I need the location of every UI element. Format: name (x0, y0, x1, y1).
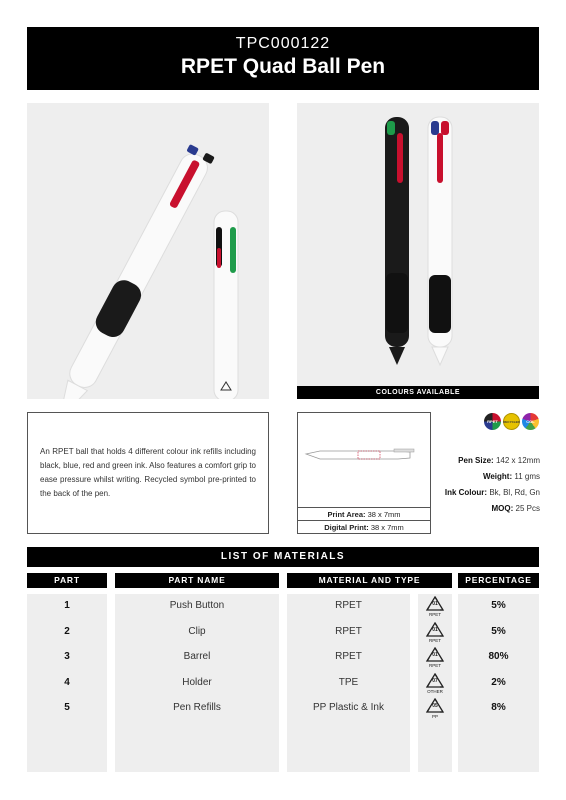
recycle-code-label: RPET (428, 663, 441, 668)
pen-illustration-main (27, 103, 269, 399)
recycle-code-number: 05 (432, 703, 438, 709)
table-cell-part-name: Holder (182, 676, 212, 688)
print-area-row (298, 507, 430, 520)
recycle-code-number: 01 (432, 626, 438, 633)
table-cell-part-name: Clip (188, 625, 206, 637)
table-cell-part: 1 (64, 600, 70, 611)
table-cell-material: RPET (335, 600, 362, 611)
column-header-part-name: PART NAME (115, 573, 279, 588)
product-photo-colours (297, 103, 539, 386)
recycle-code-label: OTHER (427, 688, 443, 694)
table-cell-part: 2 (64, 625, 70, 637)
table-cell-part-name: Barrel (183, 651, 211, 662)
recycle-code-number: 01 (432, 601, 438, 607)
print-area-box (297, 412, 431, 534)
table-cell-part: 5 (64, 702, 70, 713)
recycle-code-icon (425, 596, 445, 620)
recycle-code-label: PP (431, 714, 438, 719)
product-specs (432, 453, 540, 517)
product-title: RPET Quad Ball Pen (180, 55, 386, 78)
spec-moq: MOQ: 25 Pcs (491, 504, 540, 513)
recycle-code-icon (425, 647, 445, 671)
recycle-code-icon (425, 673, 445, 697)
table-cell-percentage: 2% (491, 676, 506, 688)
recycle-code-icon (425, 698, 445, 722)
recycled-badge-icon: RECYCLED (503, 413, 520, 430)
pen-outline-icon (298, 413, 430, 507)
column-header-percentage: PERCENTAGE (458, 573, 539, 588)
materials-title: LIST OF MATERIALS (27, 547, 539, 567)
table-cell-part: 3 (64, 651, 70, 662)
table-cell-material: TPE (338, 676, 359, 688)
product-description: An RPET ball that holds 4 different colour ink refills including black, blue, red and green ink. Also features a comfort grip to ease pressure whilst writing. Recycled symbol pre-printed to the back of the pen. (27, 412, 269, 534)
recycle-code-label: RPET (428, 612, 441, 617)
table-cell-part-name: Pen Refills (173, 702, 221, 713)
certification-badges (484, 413, 540, 431)
table-cell-percentage: 8% (491, 702, 506, 713)
recycle-code-label: RPET (428, 637, 441, 643)
table-cell-part-name: Push Button (169, 600, 225, 611)
table-cell-material: PP Plastic & Ink (313, 702, 384, 713)
pen-colours-illustration (297, 103, 539, 386)
digital-print-row (298, 520, 430, 533)
print-area-label: Print Area: (327, 510, 366, 519)
spec-ink-colour: Ink Colour: Bk, Bl, Rd, Gn (444, 488, 540, 497)
table-cell-material: RPET (335, 651, 362, 662)
colours-available-bar: COLOURS AVAILABLE (297, 386, 539, 399)
print-area-diagram (298, 413, 430, 507)
column-header-material: MATERIAL AND TYPE (287, 573, 452, 588)
column-header-part: PART (27, 573, 107, 588)
digital-print-value: 38 x 7mm (370, 523, 404, 532)
spec-weight: Weight: 11 gms (482, 472, 540, 481)
recycle-code-icon (425, 622, 445, 646)
header-banner (27, 27, 539, 90)
table-cell-part: 4 (64, 676, 70, 688)
recycle-code-number: 01 (432, 652, 438, 658)
print-area-value: 38 x 7mm (367, 510, 401, 519)
product-photo-main (27, 103, 269, 399)
recycle-code-number: 07 (432, 677, 438, 684)
digital-print-label: Digital Print: (324, 523, 369, 532)
rpet-badge-icon: RPET (484, 413, 501, 430)
table-cell-percentage: 5% (491, 600, 506, 611)
table-cell-percentage: 80% (488, 651, 509, 662)
table-cell-percentage: 5% (491, 625, 506, 637)
spec-pen-size: Pen Size: 142 x 12mm (458, 456, 540, 465)
table-cell-material: RPET (335, 625, 362, 637)
product-code: TPC000122 (235, 35, 331, 52)
colour-badge-icon: COL (522, 413, 539, 430)
